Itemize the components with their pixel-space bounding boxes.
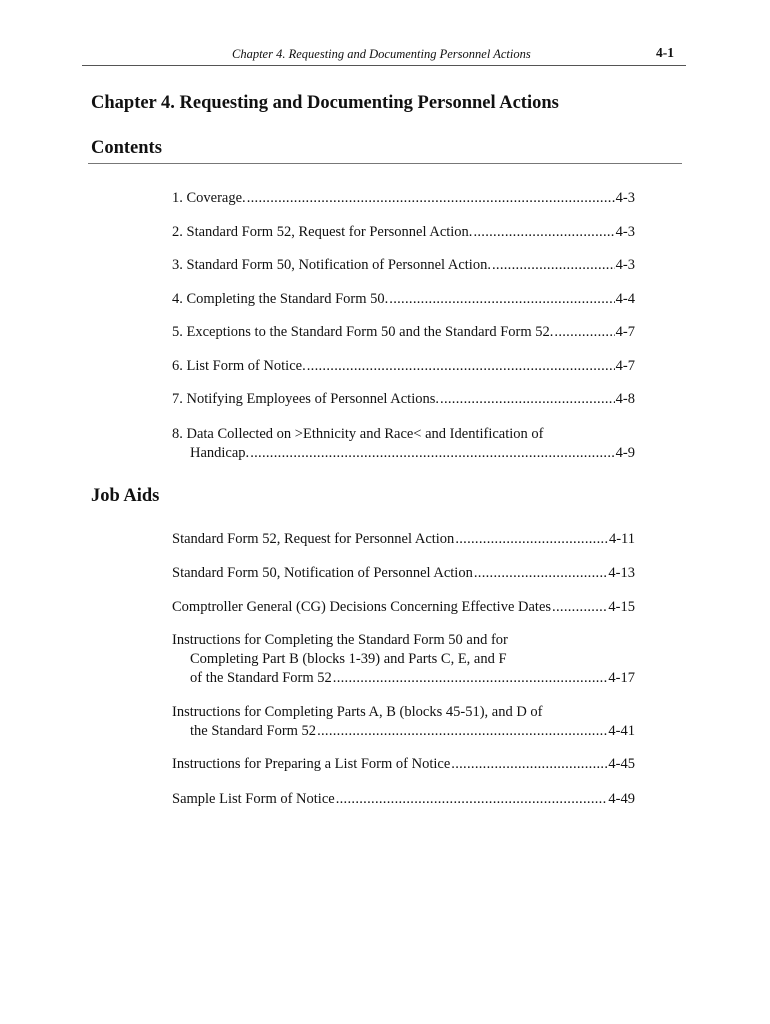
job-aids-entry-page: 4-17: [608, 670, 635, 686]
contents-entry-page: 4-7: [615, 324, 635, 340]
job-aids-entry-page: 4-41: [608, 723, 635, 739]
contents-entry[interactable]: [172, 425, 635, 463]
job-aids-entry[interactable]: [172, 790, 635, 809]
job-aids-entry-line: [172, 631, 635, 650]
contents-entry-line: [172, 189, 635, 208]
leader-dots: [307, 357, 615, 376]
leader-dots: [440, 390, 615, 409]
job-aids-entry-line: [172, 722, 635, 741]
leader-dots: [474, 564, 608, 583]
job-aids-entry-text: Standard Form 52, Request for Personnel Action: [172, 531, 455, 547]
leader-dots: [247, 189, 615, 208]
contents-entry-line: [172, 444, 635, 463]
contents-entry-text: 6. List Form of Notice.: [172, 358, 306, 374]
contents-entry-page: 4-3: [615, 257, 635, 273]
contents-entry-text: 8. Data Collected on >Ethnicity and Race< and Identification of: [172, 426, 544, 442]
leader-dots: [554, 323, 614, 342]
contents-entry-line: [172, 256, 635, 275]
contents-entry-line: [172, 425, 635, 444]
job-aids-entry-text: Sample List Form of Notice: [172, 791, 335, 807]
job-aids-entry-line: [172, 669, 635, 688]
running-title: Chapter 4. Requesting and Documenting Personnel Actions: [232, 47, 531, 61]
leader-dots: [552, 598, 607, 617]
header-rule: [82, 65, 686, 66]
contents-entry[interactable]: [172, 323, 635, 342]
leader-dots: [333, 669, 608, 688]
job-aids-entry[interactable]: [172, 703, 635, 741]
job-aids-entry-line: [172, 755, 635, 774]
contents-entry-page: 4-3: [615, 190, 635, 206]
leader-dots: [451, 755, 607, 774]
running-header: [0, 45, 770, 65]
leader-dots: [455, 530, 608, 549]
leader-dots: [473, 223, 614, 242]
contents-entry[interactable]: [172, 256, 635, 275]
job-aids-entry-text: Instructions for Completing the Standard Form 50 and for: [172, 632, 508, 648]
contents-entry-line: [172, 290, 635, 309]
contents-entry-line: [172, 223, 635, 242]
contents-entry-page: 4-3: [615, 224, 635, 240]
job-aids-entry-text: Instructions for Completing Parts A, B (blocks 45-51), and D of: [172, 704, 543, 720]
page-number: 4-1: [656, 45, 674, 60]
job-aids-entry[interactable]: [172, 631, 635, 688]
leader-dots: [250, 444, 614, 463]
job-aids-entry-text: Instructions for Preparing a List Form of Notice: [172, 756, 451, 772]
contents-entry-text: 4. Completing the Standard Form 50.: [172, 291, 389, 307]
job-aids-entry-line: [172, 790, 635, 809]
job-aids-entry-text: the Standard Form 52: [190, 723, 317, 739]
contents-entry[interactable]: [172, 290, 635, 309]
job-aids-entry-line: [172, 564, 635, 583]
leader-dots: [389, 290, 614, 309]
job-aids-entry-line: [172, 598, 635, 617]
contents-entry[interactable]: [172, 390, 635, 409]
job-aids-entry[interactable]: [172, 755, 635, 774]
job-aids-entry-page: 4-45: [608, 756, 635, 772]
contents-entry-text: 7. Notifying Employees of Personnel Actions.: [172, 391, 440, 407]
contents-heading: Contents: [91, 138, 162, 158]
job-aids-entry-page: 4-49: [608, 791, 635, 807]
contents-entry-page: 4-4: [615, 291, 635, 307]
contents-entry[interactable]: [172, 357, 635, 376]
chapter-title: Chapter 4. Requesting and Documenting Personnel Actions: [91, 93, 559, 113]
contents-entry-line: [172, 357, 635, 376]
contents-entry-line: [172, 390, 635, 409]
contents-entry-page: 4-7: [615, 358, 635, 374]
job-aids-entry[interactable]: [172, 598, 635, 617]
leader-dots: [317, 722, 607, 741]
job-aids-entry-text: of the Standard Form 52: [190, 670, 332, 686]
job-aids-entry[interactable]: [172, 564, 635, 583]
job-aids-entry-text: Completing Part B (blocks 1-39) and Parts C, E, and F: [190, 651, 507, 667]
job-aids-entry-page: 4-11: [608, 531, 635, 547]
contents-entry-page: 4-8: [615, 391, 635, 407]
leader-dots: [336, 790, 608, 809]
contents-entry-page: 4-9: [615, 445, 635, 461]
contents-rule: [88, 163, 682, 164]
job-aids-entry-page: 4-15: [608, 599, 635, 615]
job-aids-entry-page: 4-13: [608, 565, 635, 581]
contents-entry-text: 2. Standard Form 52, Request for Personnel Action.: [172, 224, 473, 240]
job-aids-entry-text: Comptroller General (CG) Decisions Concerning Effective Dates: [172, 599, 552, 615]
contents-entry[interactable]: [172, 189, 635, 208]
contents-entry-text: 3. Standard Form 50, Notification of Personnel Action.: [172, 257, 491, 273]
job-aids-entry-line: [172, 530, 635, 549]
contents-entry-line: [172, 323, 635, 342]
job-aids-heading: Job Aids: [91, 486, 160, 506]
contents-entry-text: 1. Coverage.: [172, 190, 246, 206]
job-aids-entry-line: [172, 703, 635, 722]
job-aids-entry-text: Standard Form 50, Notification of Personnel Action: [172, 565, 473, 581]
leader-dots: [492, 256, 615, 275]
contents-entry[interactable]: [172, 223, 635, 242]
contents-entry-text: 5. Exceptions to the Standard Form 50 and the Standard Form 52.: [172, 324, 554, 340]
contents-entry-text: Handicap.: [190, 445, 250, 461]
job-aids-entry[interactable]: [172, 530, 635, 549]
job-aids-entry-line: [172, 650, 635, 669]
